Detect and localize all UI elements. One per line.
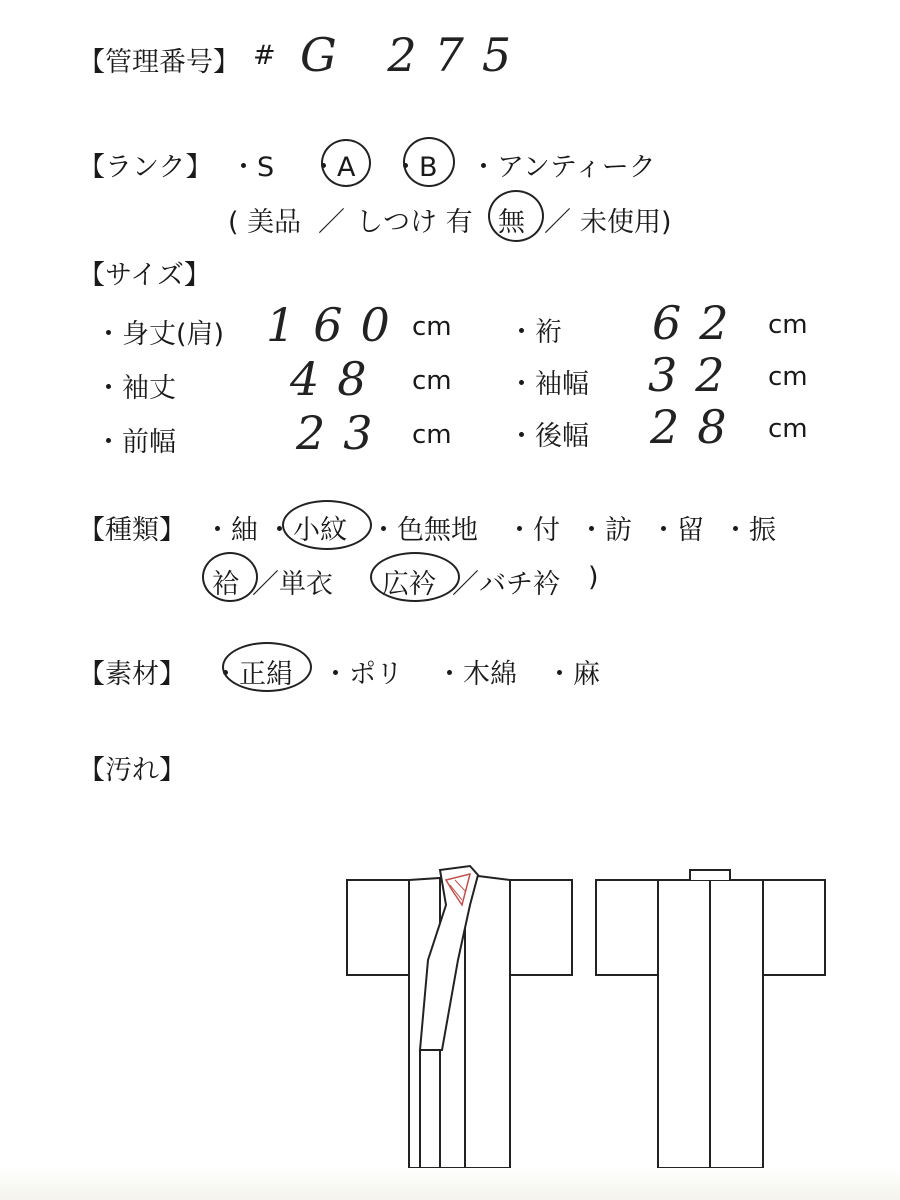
type-option-hitoe: ／単衣 (252, 569, 333, 600)
rank-sub-separator-2: ／ (544, 207, 571, 238)
back-left-sleeve (596, 880, 658, 975)
type-line2-close: ) (588, 562, 599, 593)
material-option-cotton: ・木綿 (436, 659, 517, 690)
size-name-sleeve-width: ・袖幅 (508, 369, 589, 400)
control-number-value: G 275 (300, 28, 530, 82)
paper-bottom-edge (0, 1168, 900, 1200)
stain-label: 【汚れ】 (78, 755, 186, 786)
size-label: 【サイズ】 (78, 260, 211, 291)
type-option-furi: ・振 (722, 515, 776, 546)
size-unit-back-width: cm (768, 414, 808, 444)
front-right-sleeve (510, 880, 572, 975)
front-left-sleeve (347, 880, 409, 975)
size-unit-sleeve-length: cm (412, 366, 452, 396)
rank-option-antique: ・アンティーク (470, 152, 656, 183)
type-option-hiroeri: 広衿 (382, 569, 436, 600)
front-collar (420, 866, 478, 1050)
material-option-linen: ・麻 (546, 659, 600, 690)
size-value-front-width: 23 (296, 406, 391, 460)
rank-option-a: ・A (310, 152, 356, 183)
size-name-sleeve-length: ・袖丈 (95, 373, 176, 404)
type-option-tsuke: ・付 (506, 515, 560, 546)
rank-sub-separator: ／ (318, 207, 345, 238)
size-value-sleeve-width: 32 (648, 348, 743, 402)
material-option-silk: ・正絹 (212, 659, 293, 690)
material-option-poly: ・ポリ (322, 659, 403, 690)
rank-sub-unused: 未使用) (580, 207, 672, 238)
size-unit-front-width: cm (412, 420, 452, 450)
type-option-awase: 袷 (212, 569, 239, 600)
size-unit-yuki: cm (768, 310, 808, 340)
type-option-komon: ・小紋 (266, 515, 347, 546)
kimono-front (347, 866, 572, 1168)
control-number-hash: # (253, 40, 276, 71)
size-name-back-width: ・後幅 (508, 421, 589, 452)
kimono-back (596, 870, 825, 1168)
type-label: 【種類】 (78, 515, 186, 546)
control-number-label: 【管理番号】 (78, 47, 240, 78)
type-option-tsumugi: ・紬 (204, 515, 258, 546)
rank-sub-none: 無 (498, 207, 525, 238)
size-name-yuki: ・裄 (508, 317, 562, 348)
rank-option-s: ・S (230, 152, 275, 183)
size-value-back-width: 28 (650, 400, 745, 454)
type-option-bachieri: ／バチ衿 (452, 569, 560, 600)
size-name-front-width: ・前幅 (95, 427, 176, 458)
back-right-sleeve (763, 880, 825, 975)
rank-option-b: ・B (392, 152, 438, 183)
rank-label: 【ランク】 (78, 152, 213, 183)
size-unit-length: cm (412, 312, 452, 342)
size-value-yuki: 62 (652, 296, 747, 350)
size-unit-sleeve-width: cm (768, 362, 808, 392)
size-value-sleeve-length: 48 (290, 352, 385, 406)
rank-sub-tack: しつけ 有 (356, 207, 473, 238)
back-collar (690, 870, 730, 880)
type-option-tome: ・留 (650, 515, 704, 546)
type-option-homon: ・訪 (578, 515, 632, 546)
material-label: 【素材】 (78, 659, 186, 690)
size-name-length: ・身丈(肩) (95, 319, 225, 350)
rank-sub-beauty: ( 美品 (228, 207, 302, 238)
size-value-length: 160 (266, 298, 408, 352)
type-option-iromuji: ・色無地 (370, 515, 478, 546)
